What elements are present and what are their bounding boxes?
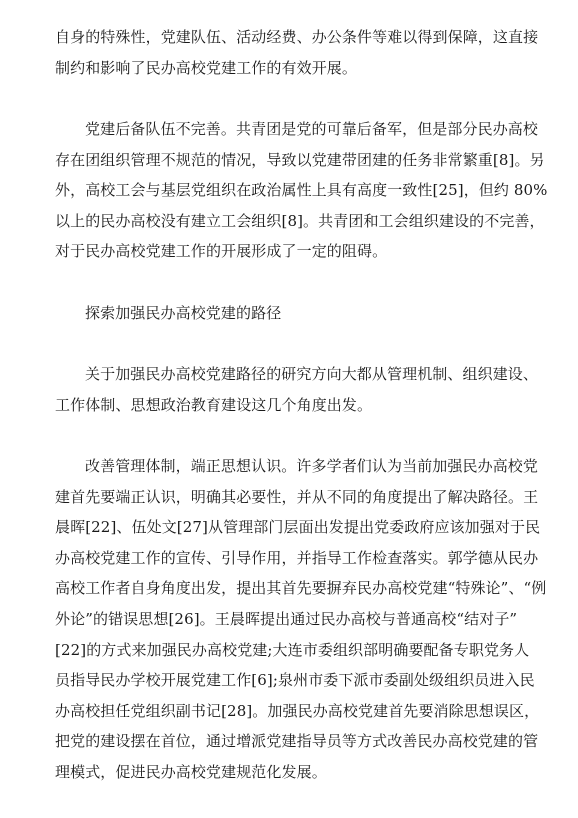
text-line: 外，高校工会与基层党组织在政治属性上具有高度一致性[25]，但约 80%: [55, 181, 548, 200]
text-line: 对于民办高校党建工作的开展形成了一定的阻碍。: [55, 242, 388, 261]
text-line: 制约和影响了民办高校党建工作的有效开展。: [55, 58, 358, 77]
paragraph-research-direction: [55, 359, 539, 420]
text-line: 把党的建设摆在首位，通过增派党建指导员等方式改善民办高校党建的管: [55, 732, 539, 751]
text-line: 办高校担任党组织副书记[28]。加强民办高校党建首先要消除思想误区，: [55, 701, 540, 720]
text-line: 存在团组织管理不规范的情况，导致以党建带团建的任务非常繁重[8]。另: [55, 150, 545, 169]
paragraph-management-system: [55, 451, 547, 788]
text-line: 外论”的错误思想[26]。王晨晖提出通过民办高校与普通高校“结对子”: [55, 609, 518, 628]
text-line: 自身的特殊性，党建队伍、活动经费、办公条件等难以得到保障，这直接: [55, 28, 539, 46]
paragraph-intro-continuation: [55, 22, 539, 83]
text-line: 改善管理体制，端正思想认识。许多学者们认为当前加强民办高校党: [85, 457, 539, 475]
section-heading: [55, 298, 525, 329]
text-line: [22]的方式来加强民办高校党建;大连市委组织部明确要配备专职党务人: [55, 640, 530, 659]
text-line: 员指导民办学校开展党建工作[6];泉州市委下派市委副处级组织员进入民: [55, 671, 535, 690]
text-line: 办高校党建工作的宣传、引导作用，并指导工作检查落实。郭学德从民办: [55, 548, 539, 567]
text-line: 理模式，促进民办高校党建规范化发展。: [55, 762, 327, 781]
text-line: 工作体制、思想政治教育建设这几个角度出发。: [55, 395, 373, 414]
text-line: 建首先要端正认识，明确其必要性，并从不同的角度提出了解决路径。王: [55, 487, 539, 506]
heading-line: 探索加强民办高校党建的路径: [85, 304, 282, 322]
paragraph-backup-team: [55, 114, 548, 267]
text-line: 高校工作者自身角度出发，提出其首先要摒弃民办高校党建“特殊论”、“例: [55, 579, 547, 598]
text-line: 关于加强民办高校党建路径的研究方向大都从管理机制、组织建设、: [85, 365, 539, 383]
text-line: 晨晖[22]、伍处文[27]从管理部门层面出发提出党委政府应该加强对于民: [55, 518, 541, 537]
text-line: 以上的民办高校没有建立工会组织[8]。共青团和工会组织建设的不完善，: [55, 211, 545, 230]
text-line: 党建后备队伍不完善。共青团是党的可靠后备军，但是部分民办高校: [85, 120, 539, 138]
